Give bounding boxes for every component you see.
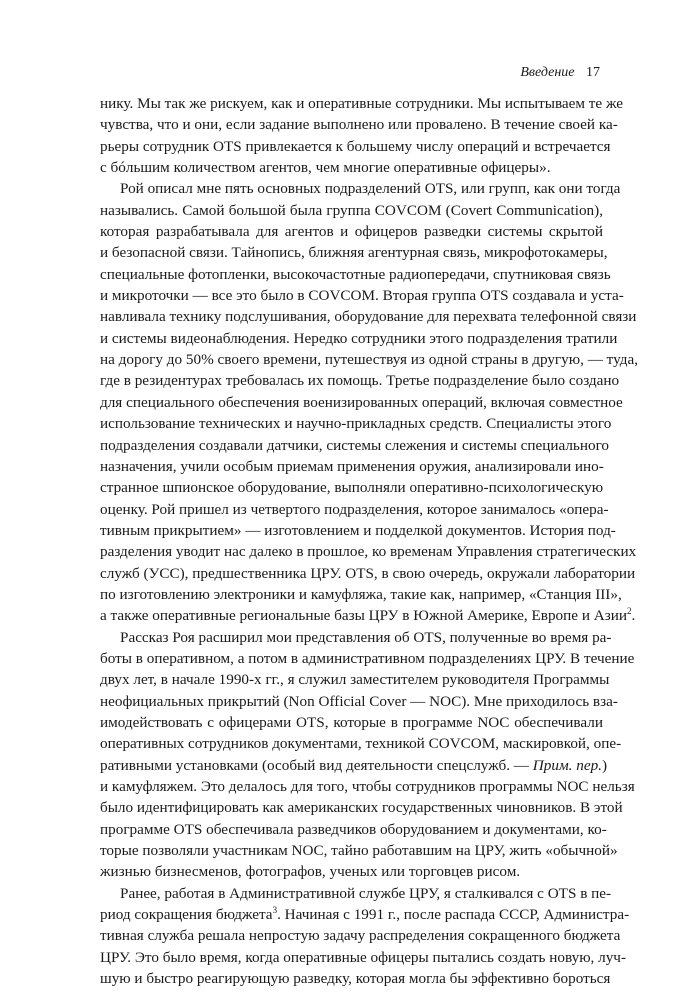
text-line: использование технических и научно-прикладных средств. Специалисты этого	[100, 415, 612, 433]
text-line: программе OTS обеспечивала разведчиков оборудованием и документами, ко-	[100, 820, 607, 838]
text-line: и системы видеонаблюдения. Нередко сотрудники этого подразделения тратили	[100, 329, 618, 347]
translator-note: Прим. пер.	[532, 756, 602, 774]
text-line: боты в оперативном, а потом в административном подразделениях ЦРУ. В течение	[100, 649, 635, 667]
footnote-punctuation: .	[277, 906, 281, 924]
text-line-content: ративными установками (особый вид деятельности спецслужб. —	[100, 756, 533, 774]
text-line: и камуфляжем. Это делалось для того, чтобы сотрудников программы NOC нельзя	[100, 778, 635, 795]
text-line: чувства, что и они, если задание выполнено или провалено. В течение своей ка-	[100, 116, 618, 134]
paragraph-3	[100, 627, 635, 883]
text-line: было идентифицировать как американских государственных чиновников. В этой	[100, 799, 623, 817]
text-line: на дорогу до 50% своего времени, путешествуя из одной страны в другую, — туда,	[100, 351, 639, 369]
text-line: странное шпионское оборудование, выполняли оперативно-психологическую	[100, 479, 604, 497]
note-close: )	[601, 756, 608, 774]
footnote-marker[interactable]: 2	[626, 606, 632, 617]
text-line: которая разрабатывала для агентов и офицеров разведки системы скрытой	[100, 223, 603, 241]
text-line: Рой описал мне пять основных подразделений OTS, или групп, как они тогда	[120, 180, 621, 198]
text-line: Рассказ Роя расширил мои представления об OTS, полученные во время ра-	[120, 628, 612, 646]
text-line: с бóльшим количеством агентов, чем многие оперативные офицеры».	[100, 159, 551, 177]
text-line: разделения уводит нас далеко в прошлое, ко временам Управления стратегических	[100, 543, 637, 561]
text-line: назывались. Самой большой была группа COVCOM (Covert Communication),	[100, 201, 603, 219]
text-line: тивным прикрытием» — изготовлением и подделкой документов. История под-	[100, 521, 616, 539]
text-line-content: а также оперативные региональные базы ЦРУ в Южной Америке, Европе и Азии	[100, 607, 627, 625]
text-line: где в резидентурах требовалась их помощь. Третье подразделение было создано	[100, 372, 620, 390]
paragraph-2	[100, 178, 639, 626]
text-line: неофициальных прикрытий (Non Official Cover — NOC). Мне приходилось вза-	[100, 692, 618, 710]
text-line: тивная служба решала непростую задачу распределения сокращенного бюджета	[100, 927, 621, 945]
text-line: по изготовлению электроники и камуфляжа, такие как, например, «Станция III»,	[100, 585, 622, 603]
text-line-with-footnote	[100, 605, 636, 626]
section-title: Введение	[520, 65, 575, 80]
paragraph-1	[100, 93, 624, 178]
body-text	[100, 93, 639, 989]
footnote-marker[interactable]: 3	[272, 905, 278, 915]
text-line: нику. Мы так же рискуем, как и оперативные сотрудники. Мы испытываем те же	[100, 95, 624, 112]
text-line-with-note	[100, 755, 608, 776]
text-line-content: Начиная с 1991 г., после распада СССР, Администра-	[280, 906, 630, 924]
text-line-content: риод сокращения бюджета	[100, 906, 273, 924]
paragraph-4	[100, 883, 630, 990]
text-line: навливала технику подслушивания, оборудование для перехвата телефонной связи	[100, 308, 637, 326]
text-line: назначения, учили особым приемам применения оружия, анализировали ино-	[100, 457, 604, 475]
text-line: служб (УСС), предшественника ЦРУ. OTS, в свою очередь, окружали лаборатории	[100, 564, 636, 582]
running-head	[520, 64, 600, 82]
text-line: и безопасной связи. Тайнопись, ближняя агентурная связь, микрофотокамеры,	[100, 244, 608, 262]
text-line: ЦРУ. Это было время, когда оперативные офицеры пытались создать новую, луч-	[100, 948, 626, 966]
text-line: торые позволяли участникам NOC, тайно работавшим на ЦРУ, жить «обычной»	[100, 842, 618, 860]
text-line: оценку. Рой пришел из четвертого подразделения, которое занималось «опера-	[100, 500, 609, 518]
text-line-with-footnote	[100, 904, 630, 925]
text-line: подразделения создавали датчики, системы слежения и системы специального	[100, 436, 610, 454]
text-line: имодействовать с офицерами OTS, которые в программе NOC обеспечивали	[100, 713, 603, 731]
text-line: шую и быстро реагирующую разведку, которая могла бы эффективно бороться	[100, 970, 611, 988]
text-line: специальные фотопленки, высокочастотные радиопередачи, спутниковая связь	[100, 265, 611, 283]
line-end-punctuation: .	[631, 607, 636, 625]
text-line: Ранее, работая в Административной службе ЦРУ, я сталкивался с OTS в пе-	[120, 884, 612, 902]
page-number: 17	[586, 65, 600, 80]
text-line: жизнью бизнесменов, фотографов, ученых или торговцев рисом.	[100, 863, 521, 881]
text-line: и микроточки — все это было в COVCOM. Вторая группа OTS создавала и уста-	[100, 287, 624, 305]
text-line: рьеры сотрудник OTS привлекается к большему числу операций и встречается	[100, 137, 611, 155]
text-line: для специального обеспечения военизированных операций, включая совместное	[100, 393, 623, 411]
text-line: оперативных сотрудников документами, техникой COVCOM, маскировкой, опе-	[100, 735, 622, 753]
text-line: двух лет, в начале 1990-х гг., я служил заместителем руководителя Программы	[100, 671, 610, 689]
